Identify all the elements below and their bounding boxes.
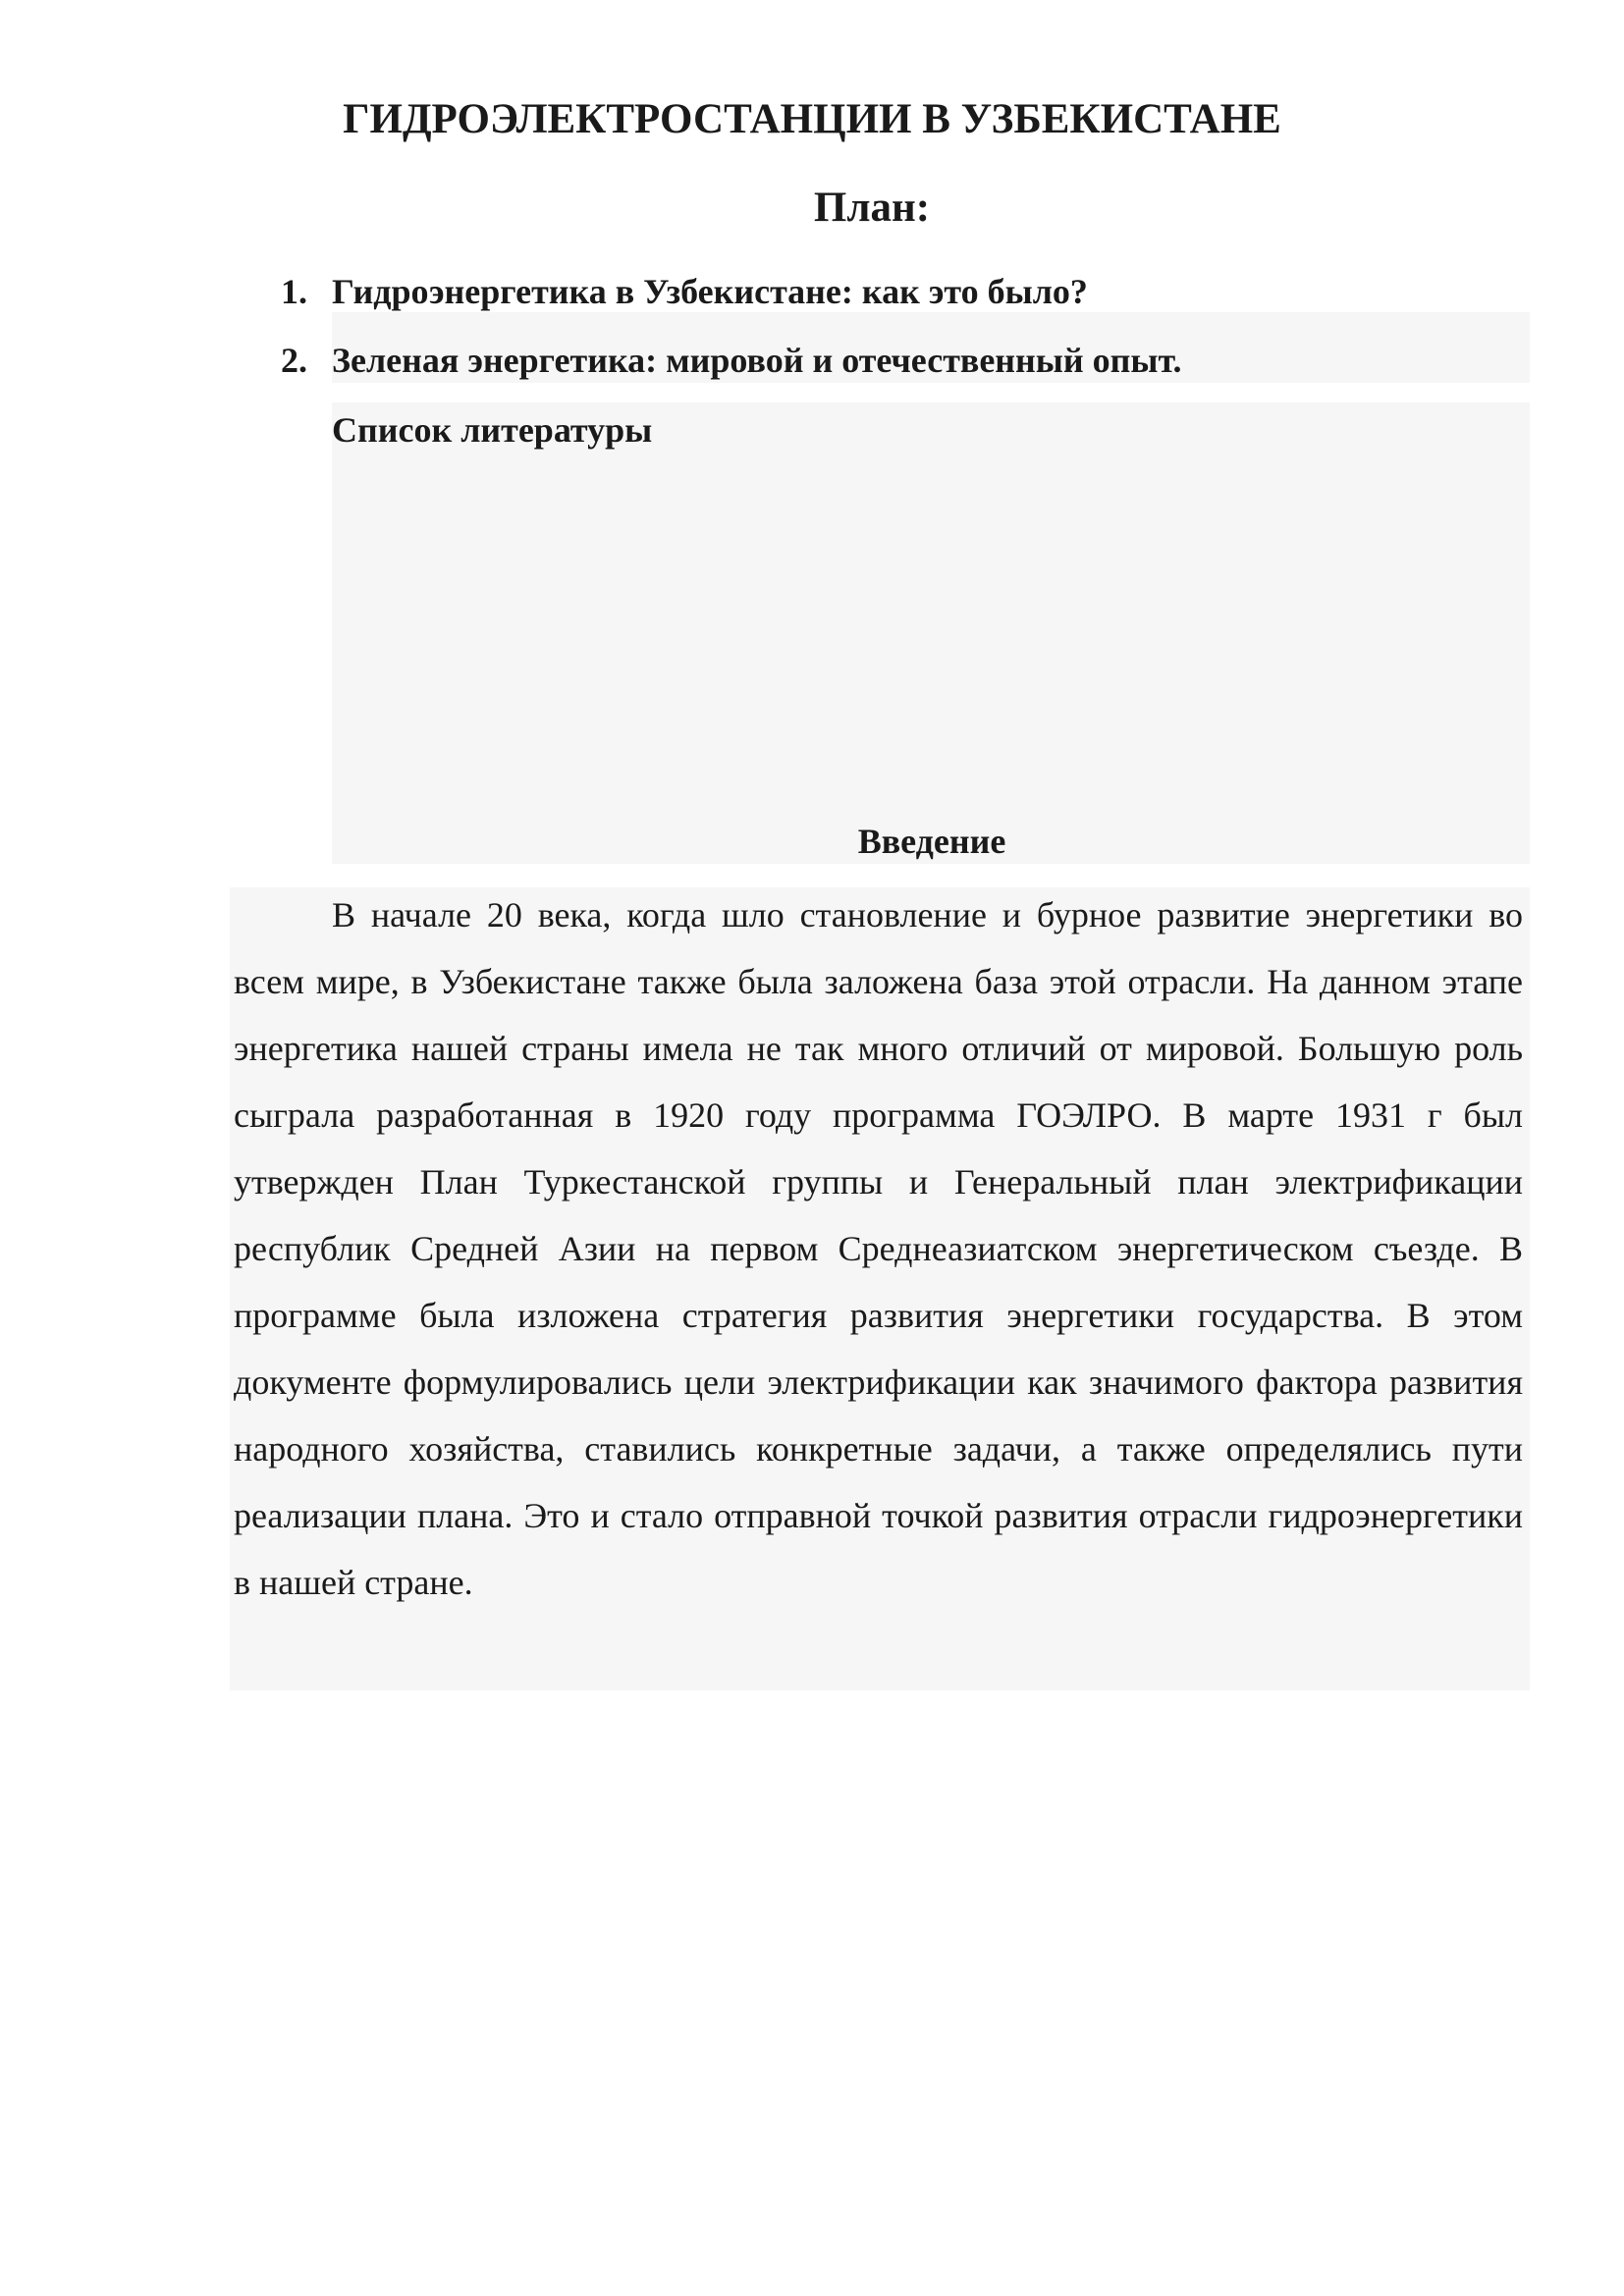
background-shade-literature <box>332 402 1530 864</box>
plan-item-text: Гидроэнергетика в Узбекистане: как это было? <box>332 272 1088 311</box>
introduction-heading: Введение <box>857 822 1006 861</box>
plan-item-number: 1. <box>281 272 307 311</box>
plan-heading: План: <box>813 185 931 231</box>
plan-item-text: Зеленая энергетика: мировой и отечественный опыт. <box>332 341 1182 380</box>
document-title: ГИДРОЭЛЕКТРОСТАНЦИИ В УЗБЕКИСТАНЕ <box>343 96 1281 142</box>
introduction-paragraph: В начале 20 века, когда шло становление и бурное развитие энергетики во всем мире, в Узбекистане также была заложена база этой отрасли. На данном этапе энергетика нашей страны имела не так много отличий от мировой. Большую роль сыграла разработанная в 1920 году программа ГОЭЛРО. В марте 1931 г был утвержден План Туркестанской группы и Генеральный план электрификации республик Средней Азии на первом Среднеазиатском энергетическом съезде. В программе была изложена стратегия развития энергетики государства. В этом документе формулировались цели электрификации как значимого фактора развития народного хозяйства, ставились конкретные задачи, а также определялись пути реализации плана. Это и стало отправной точкой развития отрасли гидроэнергетики в нашей стране. <box>234 895 1523 1602</box>
plan-item <box>281 267 1088 316</box>
literature-list-heading: Список литературы <box>332 410 653 450</box>
plan-item-number: 2. <box>281 341 307 380</box>
plan-item <box>281 336 1181 385</box>
